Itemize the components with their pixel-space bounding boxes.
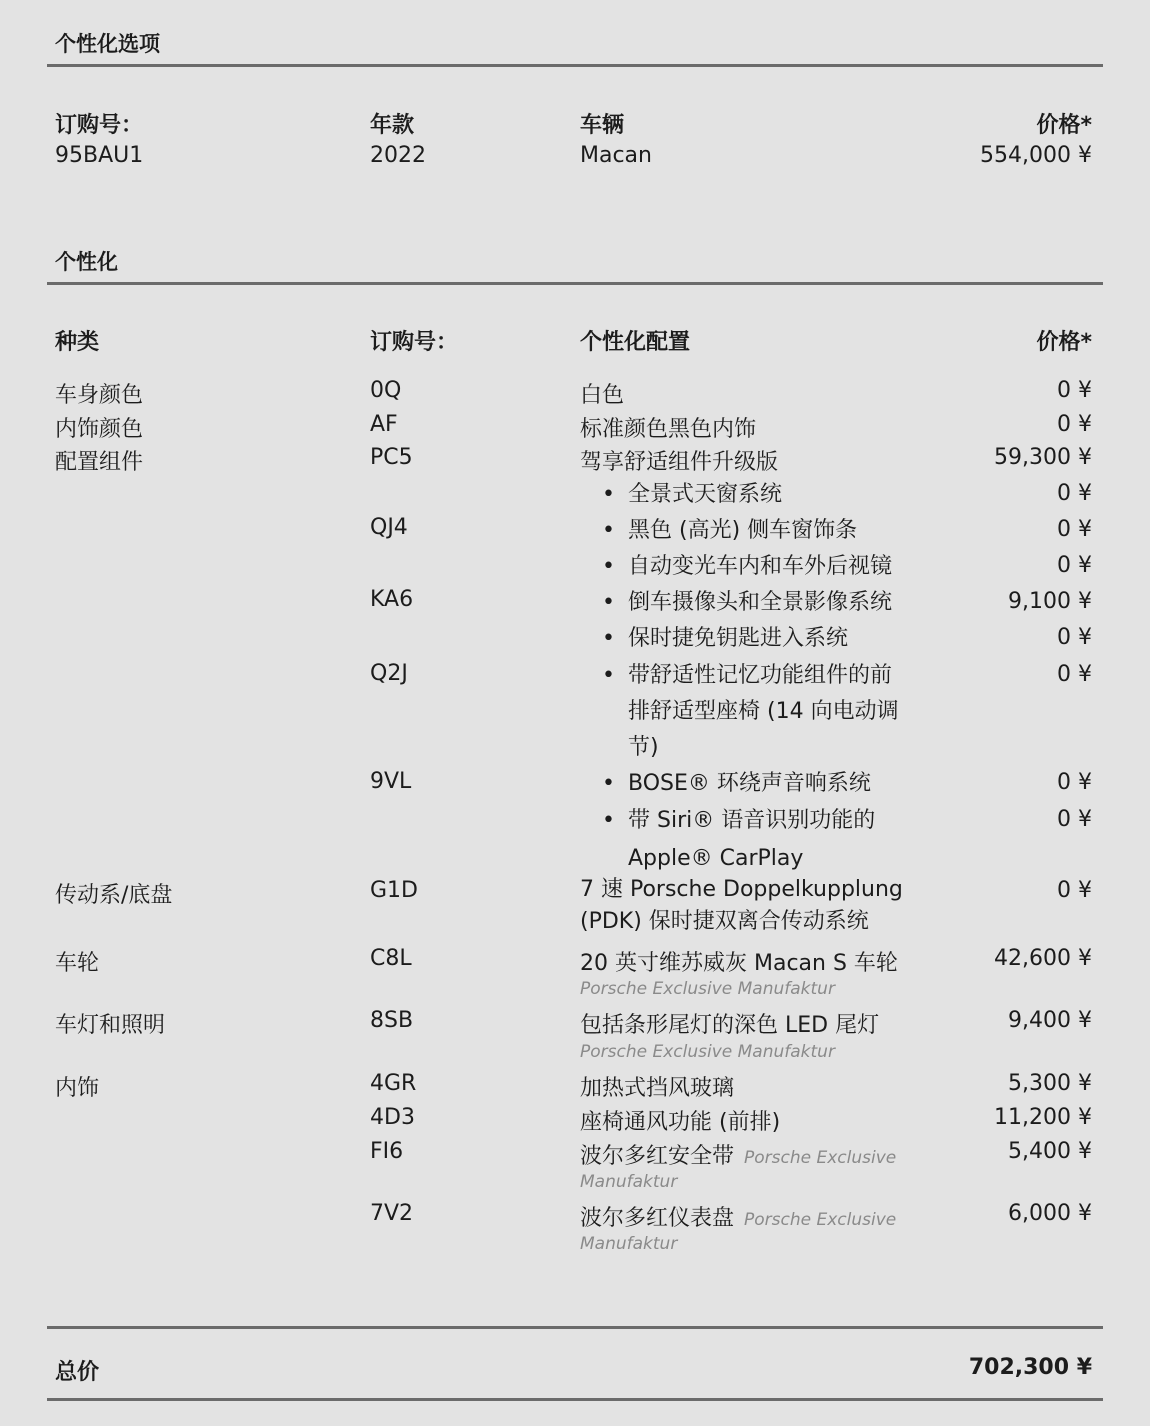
bullet-text: BOSE® 环绕声音响系统 xyxy=(628,771,871,796)
divider xyxy=(47,1326,1103,1329)
row-price: 0 ¥ xyxy=(1057,378,1092,403)
row-code: 0Q xyxy=(370,378,402,403)
bullet-text: 全景式天窗系统 xyxy=(628,482,783,507)
model-year-value: 2022 xyxy=(370,143,426,168)
bullet-icon: • xyxy=(602,626,615,651)
row-config-text: 波尔多红仪表盘 xyxy=(580,1206,735,1231)
row-category: 车灯和照明 xyxy=(55,1013,166,1038)
bullet-icon: • xyxy=(602,663,615,688)
bullet-icon: • xyxy=(602,482,615,507)
row-code: 8SB xyxy=(370,1008,414,1033)
row-price: 0 ¥ xyxy=(1057,412,1092,437)
row-config: 包括条形尾灯的深色 LED 尾灯 xyxy=(580,1013,880,1038)
table-row xyxy=(0,412,1150,446)
total-label: 总价 xyxy=(55,1360,100,1385)
row-category: 内饰 xyxy=(55,1076,100,1101)
bullet-icon: • xyxy=(602,590,615,615)
row-config: 白色 xyxy=(580,383,625,408)
row-config: 加热式挡风玻璃 xyxy=(580,1076,735,1101)
row-price: 5,300 ¥ xyxy=(1008,1071,1092,1096)
table-row xyxy=(0,445,1150,479)
row-category: 传动系/底盘 xyxy=(55,883,173,908)
section-title-options: 个性化选项 xyxy=(55,32,160,56)
bullet-icon: • xyxy=(602,554,615,579)
row-category: 车轮 xyxy=(55,951,100,976)
row-price: 9,400 ¥ xyxy=(1008,1008,1092,1033)
manufaktur-note: Manufaktur xyxy=(580,1234,678,1254)
row-code: 4D3 xyxy=(370,1105,415,1130)
bullet-code: 9VL xyxy=(370,769,412,794)
category-column-header: 种类 xyxy=(55,330,100,355)
row-config xyxy=(580,1201,896,1232)
config-column-header: 个性化配置 xyxy=(580,330,691,355)
bullet-text: 保时捷免钥匙进入系统 xyxy=(628,626,849,651)
divider xyxy=(47,282,1103,285)
row-price: 6,000 ¥ xyxy=(1008,1201,1092,1226)
bullet-price: 9,100 ¥ xyxy=(1008,589,1092,614)
bullet-text-line: Apple® CarPlay xyxy=(628,846,804,871)
divider xyxy=(47,1398,1103,1401)
base-price-value: 554,000 ¥ xyxy=(980,143,1092,168)
row-code: PC5 xyxy=(370,445,413,470)
manufaktur-note: Porsche Exclusive Manufaktur xyxy=(580,979,835,999)
divider xyxy=(47,64,1103,67)
bullet-text-line: 排舒适型座椅 (14 向电动调 xyxy=(628,699,899,724)
bullet-code: QJ4 xyxy=(370,515,408,540)
manufaktur-note: Porsche Exclusive xyxy=(744,1148,897,1168)
table-row xyxy=(0,378,1150,412)
row-price: 5,400 ¥ xyxy=(1008,1139,1092,1164)
bullet-text-line: 带 Siri® 语音识别功能的 xyxy=(628,808,876,833)
vehicle-value: Macan xyxy=(580,143,652,168)
order-column-header: 订购号： xyxy=(370,330,459,355)
row-code: G1D xyxy=(370,878,418,903)
model-year-label: 年款 xyxy=(370,113,415,138)
bullet-code: KA6 xyxy=(370,587,414,612)
row-config: 驾享舒适组件升级版 xyxy=(580,450,779,475)
row-code: 4GR xyxy=(370,1071,417,1096)
row-code: C8L xyxy=(370,946,412,971)
vehicle-label: 车辆 xyxy=(580,113,625,138)
row-price: 11,200 ¥ xyxy=(994,1105,1092,1130)
price-label: 价格* xyxy=(1036,113,1092,138)
manufaktur-note: Porsche Exclusive xyxy=(744,1210,897,1230)
row-config: 标准颜色黑色内饰 xyxy=(580,417,757,442)
row-category: 车身颜色 xyxy=(55,383,144,408)
row-price: 59,300 ¥ xyxy=(994,445,1092,470)
row-code: AF xyxy=(370,412,398,437)
row-price: 42,600 ¥ xyxy=(994,946,1092,971)
bullet-code: Q2J xyxy=(370,661,408,686)
row-code: FI6 xyxy=(370,1139,404,1164)
total-value: 702,300 ¥ xyxy=(968,1355,1092,1380)
row-config-text: 波尔多红安全带 xyxy=(580,1144,735,1169)
row-config-line: 7 速 Porsche Doppelkupplung xyxy=(580,877,903,902)
row-category: 配置组件 xyxy=(55,450,144,475)
bullet-price: 0 ¥ xyxy=(1057,517,1092,542)
bullet-icon: • xyxy=(602,808,615,833)
manufaktur-note: Porsche Exclusive Manufaktur xyxy=(580,1042,835,1062)
row-config-line: (PDK) 保时捷双离合传动系统 xyxy=(580,909,869,934)
bullet-price: 0 ¥ xyxy=(1057,807,1092,832)
bullet-price: 0 ¥ xyxy=(1057,662,1092,687)
order-number-label: 订购号： xyxy=(55,113,144,138)
row-config: 20 英寸维苏威灰 Macan S 车轮 xyxy=(580,951,898,976)
bullet-icon: • xyxy=(602,518,615,543)
order-number-value: 95BAU1 xyxy=(55,143,144,168)
bullet-price: 0 ¥ xyxy=(1057,553,1092,578)
row-price: 0 ¥ xyxy=(1057,878,1092,903)
bullet-text: 倒车摄像头和全景影像系统 xyxy=(628,590,893,615)
row-config: 座椅通风功能 (前排) xyxy=(580,1110,781,1135)
row-category: 内饰颜色 xyxy=(55,417,144,442)
price-column-header: 价格* xyxy=(1036,330,1092,355)
section-title-personalization: 个性化 xyxy=(55,250,118,274)
bullet-text: 自动变光车内和车外后视镜 xyxy=(628,554,893,579)
bullet-price: 0 ¥ xyxy=(1057,770,1092,795)
bullet-text-line: 节) xyxy=(628,735,659,760)
bullet-price: 0 ¥ xyxy=(1057,625,1092,650)
row-code: 7V2 xyxy=(370,1201,414,1226)
manufaktur-note: Manufaktur xyxy=(580,1172,678,1192)
bullet-text-line: 带舒适性记忆功能组件的前 xyxy=(628,663,893,688)
bullet-text: 黑色 (高光) 侧车窗饰条 xyxy=(628,518,858,543)
bullet-icon: • xyxy=(602,771,615,796)
bullet-price: 0 ¥ xyxy=(1057,481,1092,506)
row-config xyxy=(580,1139,896,1170)
